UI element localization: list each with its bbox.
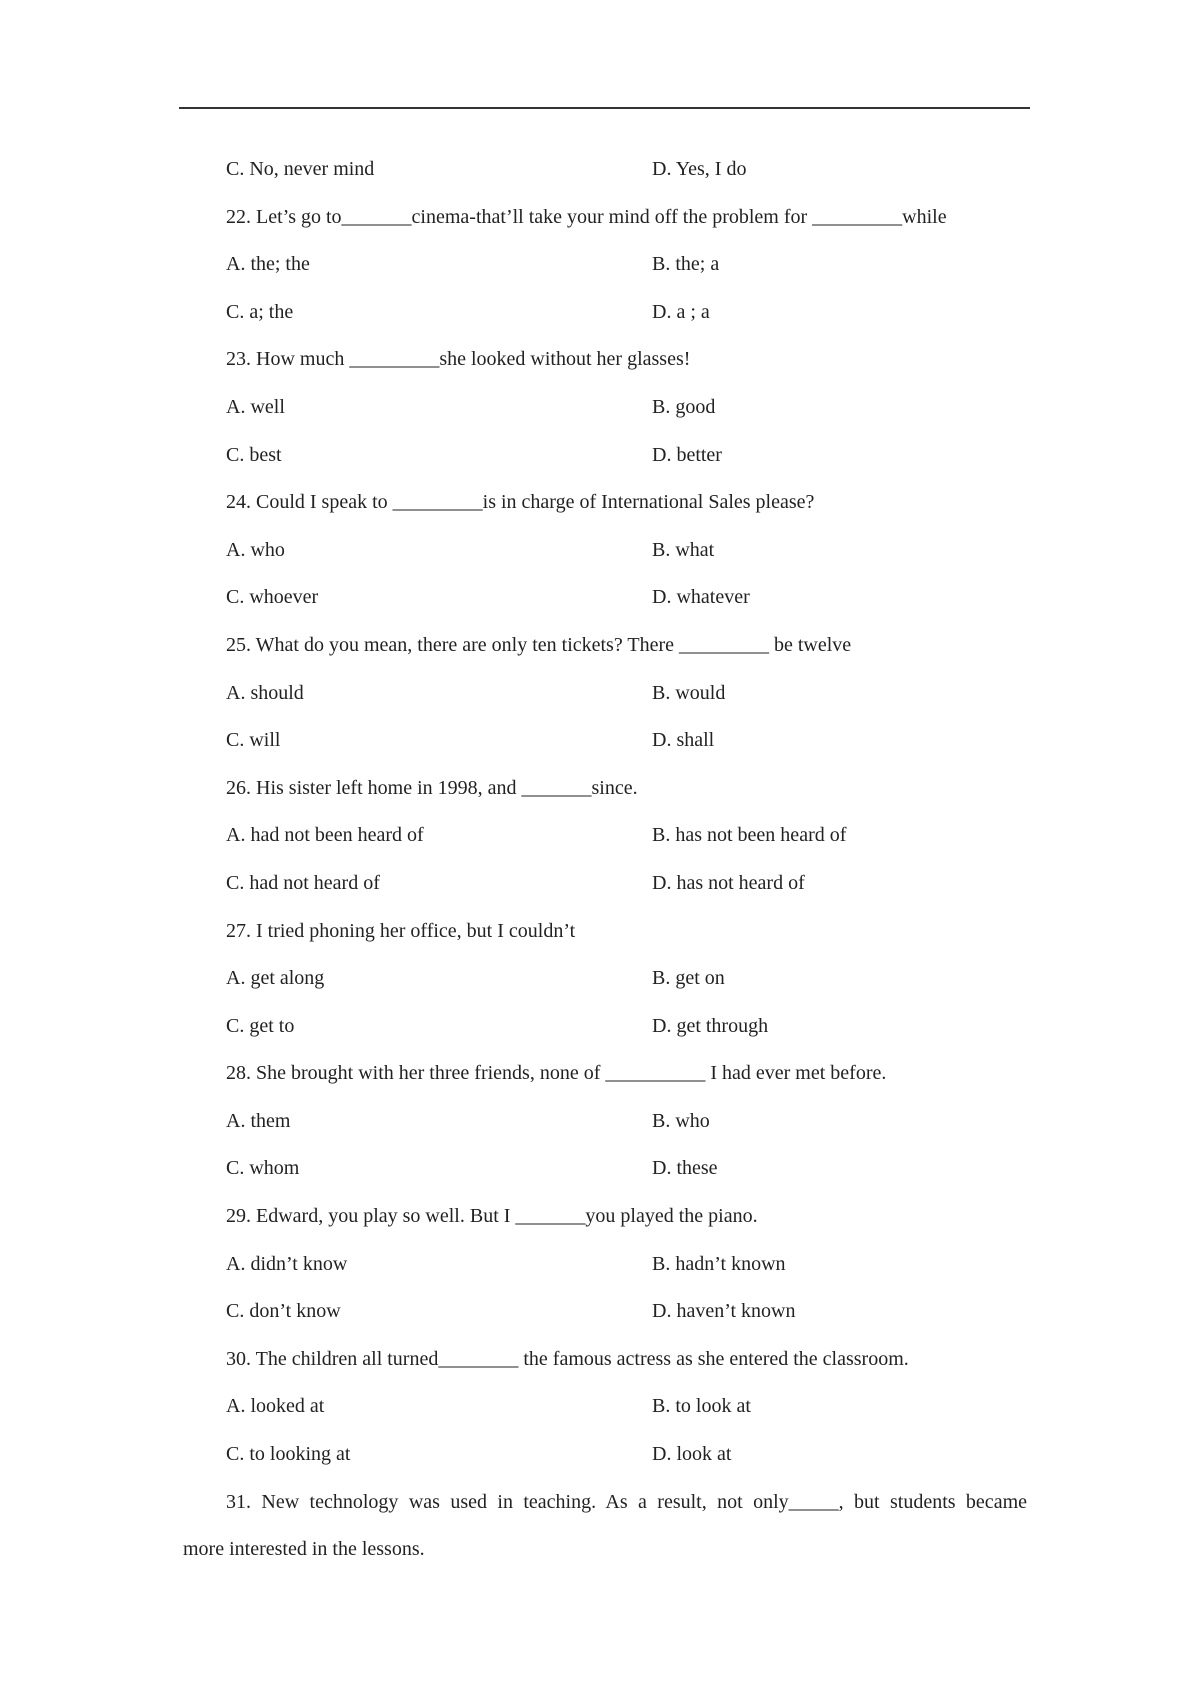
option-left: A. had not been heard of xyxy=(226,824,424,847)
option-right: D. Yes, I do xyxy=(652,158,747,180)
option-left: C. No, never mind xyxy=(226,158,375,180)
option-left: A. well xyxy=(226,395,285,418)
option-row xyxy=(0,574,1200,622)
option-row xyxy=(0,860,1200,908)
option-right: D. whatever xyxy=(652,586,750,609)
option-row xyxy=(0,1241,1200,1289)
option-left: C. don’t know xyxy=(226,1300,341,1323)
option-right: B. to look at xyxy=(652,1395,751,1418)
question-row xyxy=(0,1193,1200,1241)
option-left: C. had not heard of xyxy=(226,871,380,894)
option-row xyxy=(0,241,1200,289)
option-row xyxy=(0,1098,1200,1146)
question-text: 30. The children all turned________ the famous actress as she entered the classroom. xyxy=(226,1347,909,1370)
option-row xyxy=(0,1431,1200,1479)
option-left: C. best xyxy=(226,443,282,466)
option-right: B. would xyxy=(652,681,726,704)
question-row xyxy=(0,479,1200,527)
question-row xyxy=(0,336,1200,384)
option-right: D. get through xyxy=(652,1014,769,1037)
option-right: B. what xyxy=(652,538,715,561)
option-row xyxy=(0,384,1200,432)
option-row xyxy=(0,432,1200,480)
option-left: A. looked at xyxy=(226,1395,325,1418)
option-row xyxy=(0,1145,1200,1193)
question-row xyxy=(0,194,1200,242)
question-continuation xyxy=(0,1526,1200,1574)
question-row xyxy=(0,1479,1200,1527)
option-left: A. them xyxy=(226,1109,291,1132)
question-text: 25. What do you mean, there are only ten tickets? There _________ be twelve xyxy=(226,633,852,656)
option-left: A. didn’t know xyxy=(226,1252,348,1275)
option-left: C. will xyxy=(226,729,281,752)
option-right: D. a ; a xyxy=(652,300,710,323)
option-right: B. hadn’t known xyxy=(652,1252,786,1275)
option-right: D. these xyxy=(652,1157,718,1180)
option-left: A. who xyxy=(226,538,285,561)
question-row xyxy=(0,765,1200,813)
option-right: B. good xyxy=(652,395,716,418)
option-row xyxy=(0,527,1200,575)
option-row xyxy=(0,289,1200,337)
option-right: B. who xyxy=(652,1109,710,1132)
option-row xyxy=(0,670,1200,718)
option-right: B. get on xyxy=(652,967,725,990)
option-right: D. has not heard of xyxy=(652,871,805,894)
option-left: A. the; the xyxy=(226,253,310,276)
option-left: C. to looking at xyxy=(226,1443,351,1466)
option-row xyxy=(0,1383,1200,1431)
question-text: 23. How much _________she looked without her glasses! xyxy=(226,348,691,371)
option-left: C. whoever xyxy=(226,586,319,609)
question-text: 24. Could I speak to _________is in charge of International Sales please? xyxy=(226,491,815,514)
option-right: D. look at xyxy=(652,1443,732,1466)
question-text: 31. New technology was used in teaching. As a result, not only_____, but students became xyxy=(226,1490,1027,1513)
option-right: B. has not been heard of xyxy=(652,824,847,847)
question-row xyxy=(0,622,1200,670)
question-list xyxy=(0,146,1200,1574)
option-right: B. the; a xyxy=(652,253,720,276)
question-text: 22. Let’s go to_______cinema-that’ll take your mind off the problem for _________while xyxy=(226,205,947,228)
option-row xyxy=(0,812,1200,860)
option-left: C. whom xyxy=(226,1157,300,1180)
option-left: C. get to xyxy=(226,1014,295,1037)
option-row xyxy=(0,717,1200,765)
option-row xyxy=(0,955,1200,1003)
question-text: 29. Edward, you play so well. But I _______you played the piano. xyxy=(226,1205,758,1228)
option-right: D. better xyxy=(652,443,722,466)
question-row xyxy=(0,1050,1200,1098)
option-right: D. haven’t known xyxy=(652,1300,796,1323)
header-rule xyxy=(179,107,1030,109)
option-right: D. shall xyxy=(652,729,715,752)
option-left: A. get along xyxy=(226,967,325,990)
question-text: 26. His sister left home in 1998, and _______since. xyxy=(226,776,638,799)
question-row xyxy=(0,1336,1200,1384)
option-left: A. should xyxy=(226,681,304,704)
option-row xyxy=(0,146,1200,194)
question-text: 27. I tried phoning her office, but I couldn’t xyxy=(226,919,576,942)
option-left: C. a; the xyxy=(226,300,294,323)
option-row xyxy=(0,1003,1200,1051)
question-text-continued: more interested in the lessons. xyxy=(183,1538,425,1561)
question-row xyxy=(0,908,1200,956)
question-text: 28. She brought with her three friends, none of __________ I had ever met before. xyxy=(226,1062,887,1085)
option-row xyxy=(0,1288,1200,1336)
